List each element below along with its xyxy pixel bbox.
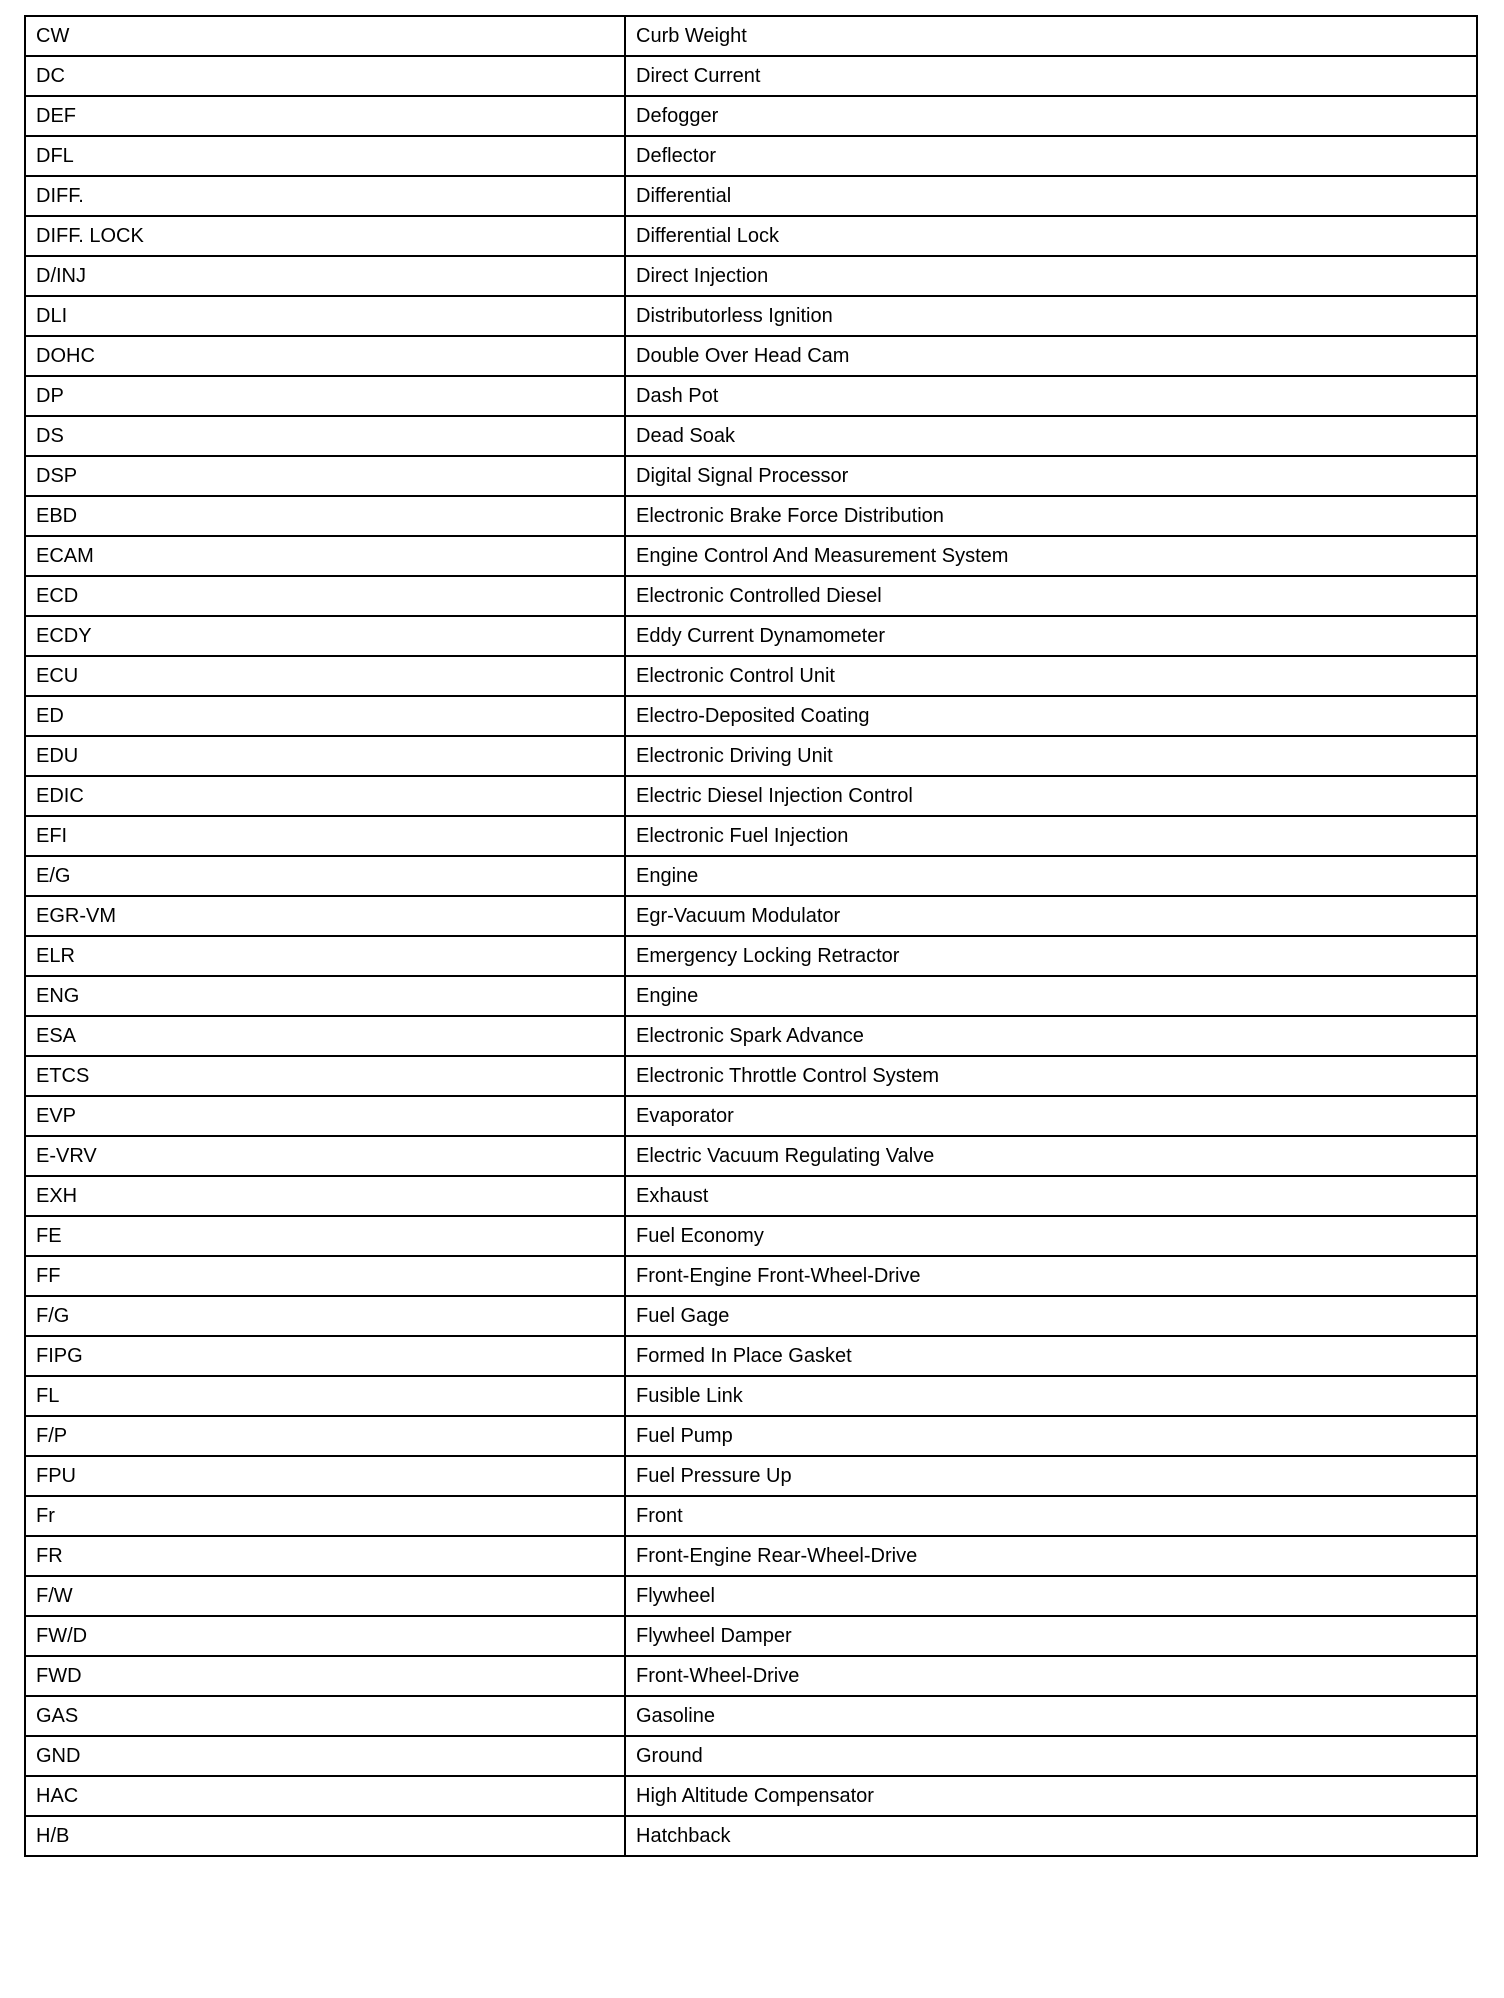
table-row	[25, 1296, 1477, 1336]
meaning-cell: Deflector	[625, 136, 1477, 176]
meaning-cell: Front-Engine Rear-Wheel-Drive	[625, 1536, 1477, 1576]
abbreviation-cell: EBD	[25, 496, 625, 536]
meaning-cell: Electro-Deposited Coating	[625, 696, 1477, 736]
abbreviation-cell: ENG	[25, 976, 625, 1016]
meaning-cell: High Altitude Compensator	[625, 1776, 1477, 1816]
abbreviation-cell: EGR-VM	[25, 896, 625, 936]
abbreviation-cell: DLI	[25, 296, 625, 336]
abbreviation-cell: E-VRV	[25, 1136, 625, 1176]
table-row	[25, 16, 1477, 56]
table-row	[25, 256, 1477, 296]
abbreviation-cell: EDIC	[25, 776, 625, 816]
abbreviation-cell: DC	[25, 56, 625, 96]
abbreviation-cell: FWD	[25, 1656, 625, 1696]
meaning-cell: Digital Signal Processor	[625, 456, 1477, 496]
abbreviation-cell: F/W	[25, 1576, 625, 1616]
abbreviation-cell: Fr	[25, 1496, 625, 1536]
table-row	[25, 1016, 1477, 1056]
table-row	[25, 1536, 1477, 1576]
meaning-cell: Direct Injection	[625, 256, 1477, 296]
abbreviation-cell: EDU	[25, 736, 625, 776]
meaning-cell: Flywheel	[625, 1576, 1477, 1616]
table-row	[25, 56, 1477, 96]
abbreviation-table-body	[25, 16, 1477, 1856]
abbreviation-cell: EFI	[25, 816, 625, 856]
abbreviation-cell: FE	[25, 1216, 625, 1256]
meaning-cell: Fusible Link	[625, 1376, 1477, 1416]
table-row	[25, 736, 1477, 776]
meaning-cell: Fuel Gage	[625, 1296, 1477, 1336]
table-row	[25, 856, 1477, 896]
abbreviation-cell: ECD	[25, 576, 625, 616]
table-row	[25, 936, 1477, 976]
table-row	[25, 376, 1477, 416]
abbreviation-cell: D/INJ	[25, 256, 625, 296]
table-row	[25, 1136, 1477, 1176]
abbreviation-cell: EXH	[25, 1176, 625, 1216]
table-row	[25, 1376, 1477, 1416]
table-row	[25, 1176, 1477, 1216]
abbreviation-cell: F/P	[25, 1416, 625, 1456]
table-row	[25, 1336, 1477, 1376]
meaning-cell: Differential	[625, 176, 1477, 216]
meaning-cell: Electronic Spark Advance	[625, 1016, 1477, 1056]
table-row	[25, 1776, 1477, 1816]
abbreviation-cell: DP	[25, 376, 625, 416]
table-row	[25, 1616, 1477, 1656]
meaning-cell: Electronic Fuel Injection	[625, 816, 1477, 856]
abbreviation-cell: ECAM	[25, 536, 625, 576]
abbreviation-cell: DIFF.	[25, 176, 625, 216]
meaning-cell: Ground	[625, 1736, 1477, 1776]
table-row	[25, 1816, 1477, 1856]
abbreviation-cell: FW/D	[25, 1616, 625, 1656]
table-row	[25, 896, 1477, 936]
abbreviation-cell: DEF	[25, 96, 625, 136]
abbreviation-cell: FR	[25, 1536, 625, 1576]
abbreviation-cell: DIFF. LOCK	[25, 216, 625, 256]
table-row	[25, 576, 1477, 616]
table-row	[25, 176, 1477, 216]
table-row	[25, 1056, 1477, 1096]
abbreviation-cell: DSP	[25, 456, 625, 496]
meaning-cell: Eddy Current Dynamometer	[625, 616, 1477, 656]
table-row	[25, 1216, 1477, 1256]
meaning-cell: Engine Control And Measurement System	[625, 536, 1477, 576]
table-row	[25, 1096, 1477, 1136]
table-row	[25, 216, 1477, 256]
meaning-cell: Evaporator	[625, 1096, 1477, 1136]
meaning-cell: Egr-Vacuum Modulator	[625, 896, 1477, 936]
abbreviation-cell: FIPG	[25, 1336, 625, 1376]
abbreviation-table	[24, 15, 1478, 1857]
meaning-cell: Dash Pot	[625, 376, 1477, 416]
abbreviation-cell: GND	[25, 1736, 625, 1776]
abbreviation-cell: ED	[25, 696, 625, 736]
meaning-cell: Flywheel Damper	[625, 1616, 1477, 1656]
meaning-cell: Electronic Brake Force Distribution	[625, 496, 1477, 536]
abbreviation-cell: H/B	[25, 1816, 625, 1856]
table-row	[25, 616, 1477, 656]
meaning-cell: Dead Soak	[625, 416, 1477, 456]
table-row	[25, 416, 1477, 456]
abbreviation-cell: HAC	[25, 1776, 625, 1816]
meaning-cell: Fuel Pressure Up	[625, 1456, 1477, 1496]
table-row	[25, 1736, 1477, 1776]
meaning-cell: Curb Weight	[625, 16, 1477, 56]
meaning-cell: Front-Wheel-Drive	[625, 1656, 1477, 1696]
abbreviation-cell: ECDY	[25, 616, 625, 656]
meaning-cell: Direct Current	[625, 56, 1477, 96]
table-row	[25, 1656, 1477, 1696]
meaning-cell: Electronic Control Unit	[625, 656, 1477, 696]
abbreviation-cell: ETCS	[25, 1056, 625, 1096]
meaning-cell: Hatchback	[625, 1816, 1477, 1856]
table-row	[25, 336, 1477, 376]
abbreviation-cell: FPU	[25, 1456, 625, 1496]
abbreviation-cell: ELR	[25, 936, 625, 976]
meaning-cell: Engine	[625, 856, 1477, 896]
meaning-cell: Front	[625, 1496, 1477, 1536]
abbreviation-cell: EVP	[25, 1096, 625, 1136]
meaning-cell: Electronic Driving Unit	[625, 736, 1477, 776]
table-row	[25, 976, 1477, 1016]
table-row	[25, 1496, 1477, 1536]
meaning-cell: Exhaust	[625, 1176, 1477, 1216]
table-row	[25, 536, 1477, 576]
table-row	[25, 136, 1477, 176]
table-row	[25, 1256, 1477, 1296]
meaning-cell: Electric Diesel Injection Control	[625, 776, 1477, 816]
abbreviation-cell: F/G	[25, 1296, 625, 1336]
abbreviation-cell: CW	[25, 16, 625, 56]
table-row	[25, 816, 1477, 856]
meaning-cell: Fuel Economy	[625, 1216, 1477, 1256]
abbreviation-cell: DFL	[25, 136, 625, 176]
table-row	[25, 1416, 1477, 1456]
meaning-cell: Fuel Pump	[625, 1416, 1477, 1456]
abbreviation-cell: ECU	[25, 656, 625, 696]
meaning-cell: Emergency Locking Retractor	[625, 936, 1477, 976]
abbreviation-cell: FL	[25, 1376, 625, 1416]
table-row	[25, 1456, 1477, 1496]
abbreviation-cell: DS	[25, 416, 625, 456]
table-row	[25, 1576, 1477, 1616]
table-row	[25, 456, 1477, 496]
meaning-cell: Distributorless Ignition	[625, 296, 1477, 336]
abbreviation-cell: GAS	[25, 1696, 625, 1736]
table-row	[25, 496, 1477, 536]
meaning-cell: Defogger	[625, 96, 1477, 136]
meaning-cell: Engine	[625, 976, 1477, 1016]
abbreviation-cell: ESA	[25, 1016, 625, 1056]
table-row	[25, 656, 1477, 696]
table-row	[25, 776, 1477, 816]
meaning-cell: Double Over Head Cam	[625, 336, 1477, 376]
table-row	[25, 96, 1477, 136]
meaning-cell: Electric Vacuum Regulating Valve	[625, 1136, 1477, 1176]
table-row	[25, 1696, 1477, 1736]
abbreviation-cell: E/G	[25, 856, 625, 896]
meaning-cell: Electronic Controlled Diesel	[625, 576, 1477, 616]
meaning-cell: Formed In Place Gasket	[625, 1336, 1477, 1376]
meaning-cell: Electronic Throttle Control System	[625, 1056, 1477, 1096]
meaning-cell: Gasoline	[625, 1696, 1477, 1736]
abbreviation-cell: DOHC	[25, 336, 625, 376]
abbreviation-cell: FF	[25, 1256, 625, 1296]
meaning-cell: Differential Lock	[625, 216, 1477, 256]
meaning-cell: Front-Engine Front-Wheel-Drive	[625, 1256, 1477, 1296]
table-row	[25, 696, 1477, 736]
table-row	[25, 296, 1477, 336]
